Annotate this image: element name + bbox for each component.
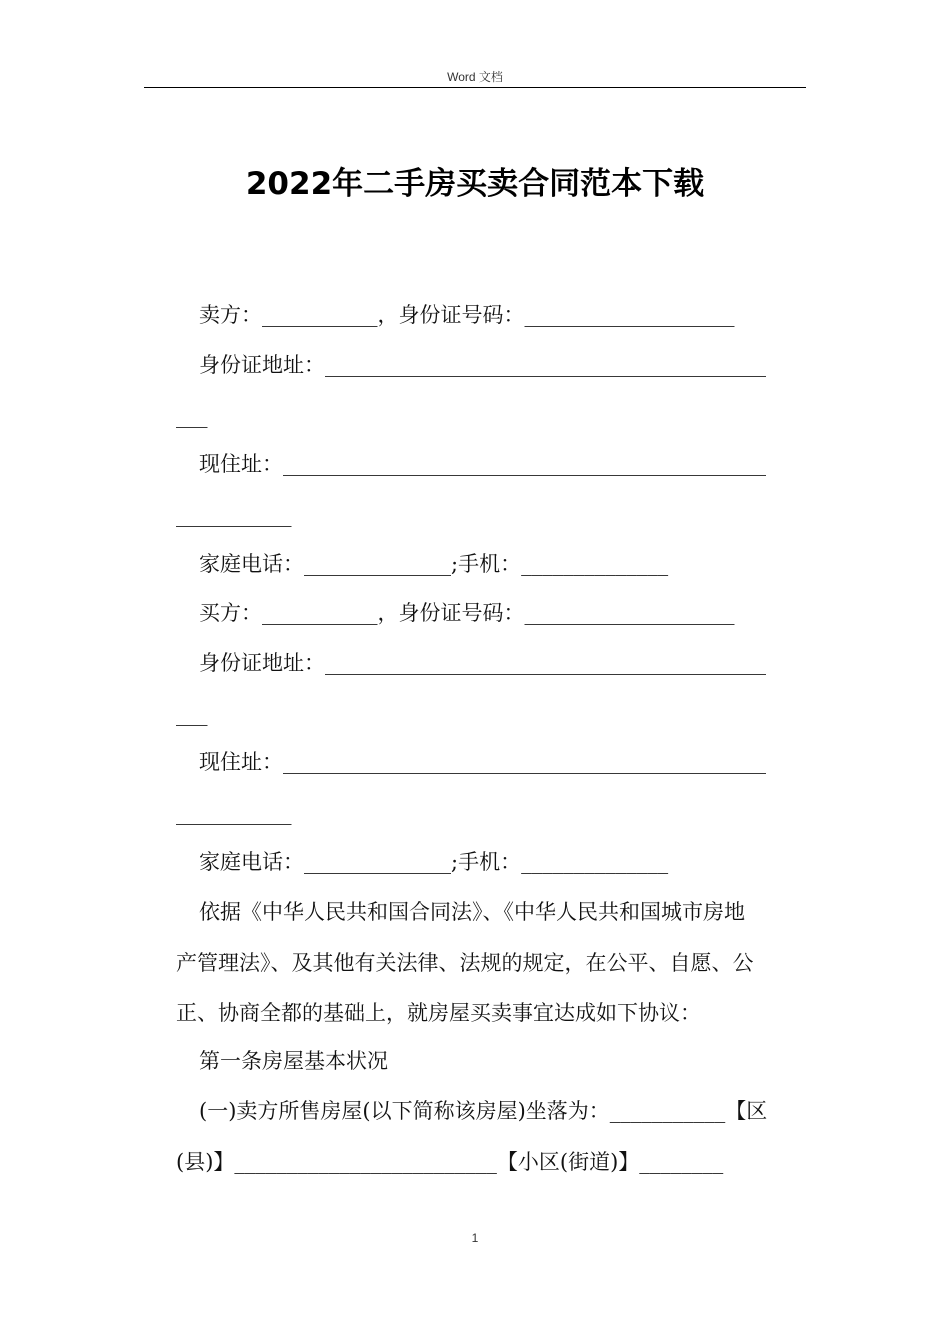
seller-current-address-continuation: ___________ [176,503,292,527]
buyer-phone-line: 家庭电话：______________;手机：______________ [199,850,669,874]
clause-1-line-2: (县)】_________________________【小区(街道)】________ [176,1150,724,1174]
preamble-line-1: 依据《中华人民共和国合同法》、《中华人民共和国城市房地 [199,900,745,924]
document-title: 2022年二手房买卖合同范本下载 [245,166,705,202]
buyer-id-address-line: 身份证地址：__________________________________________ [199,651,766,675]
buyer-id-line: 买方：___________，身份证号码：____________________ [199,601,735,625]
preamble-line-3: 正、协商全都的基础上，就房屋买卖事宜达成如下协议： [176,1001,701,1025]
clause-1-line-1: (一)卖方所售房屋(以下简称该房屋)坐落为：___________【区 [199,1099,768,1123]
seller-id-address-continuation: ___ [176,404,208,428]
article-one-heading: 第一条房屋基本状况 [199,1049,388,1073]
page-number: 1 [471,1231,479,1245]
header-label: Word 文档 [447,70,503,84]
seller-id-line: 卖方：___________，身份证号码：____________________ [199,303,735,327]
buyer-current-address-continuation: ___________ [176,801,292,825]
seller-current-address-line: 现住址：______________________________________________ [199,452,766,476]
seller-id-address-line: 身份证地址：__________________________________________ [199,353,766,377]
header-rule [144,87,806,88]
buyer-id-address-continuation: ___ [176,702,208,726]
preamble-line-2: 产管理法》、及其他有关法律、法规的规定，在公平、自愿、公 [176,951,754,975]
buyer-current-address-line: 现住址：______________________________________________ [199,750,766,774]
seller-phone-line: 家庭电话：______________;手机：______________ [199,552,669,576]
